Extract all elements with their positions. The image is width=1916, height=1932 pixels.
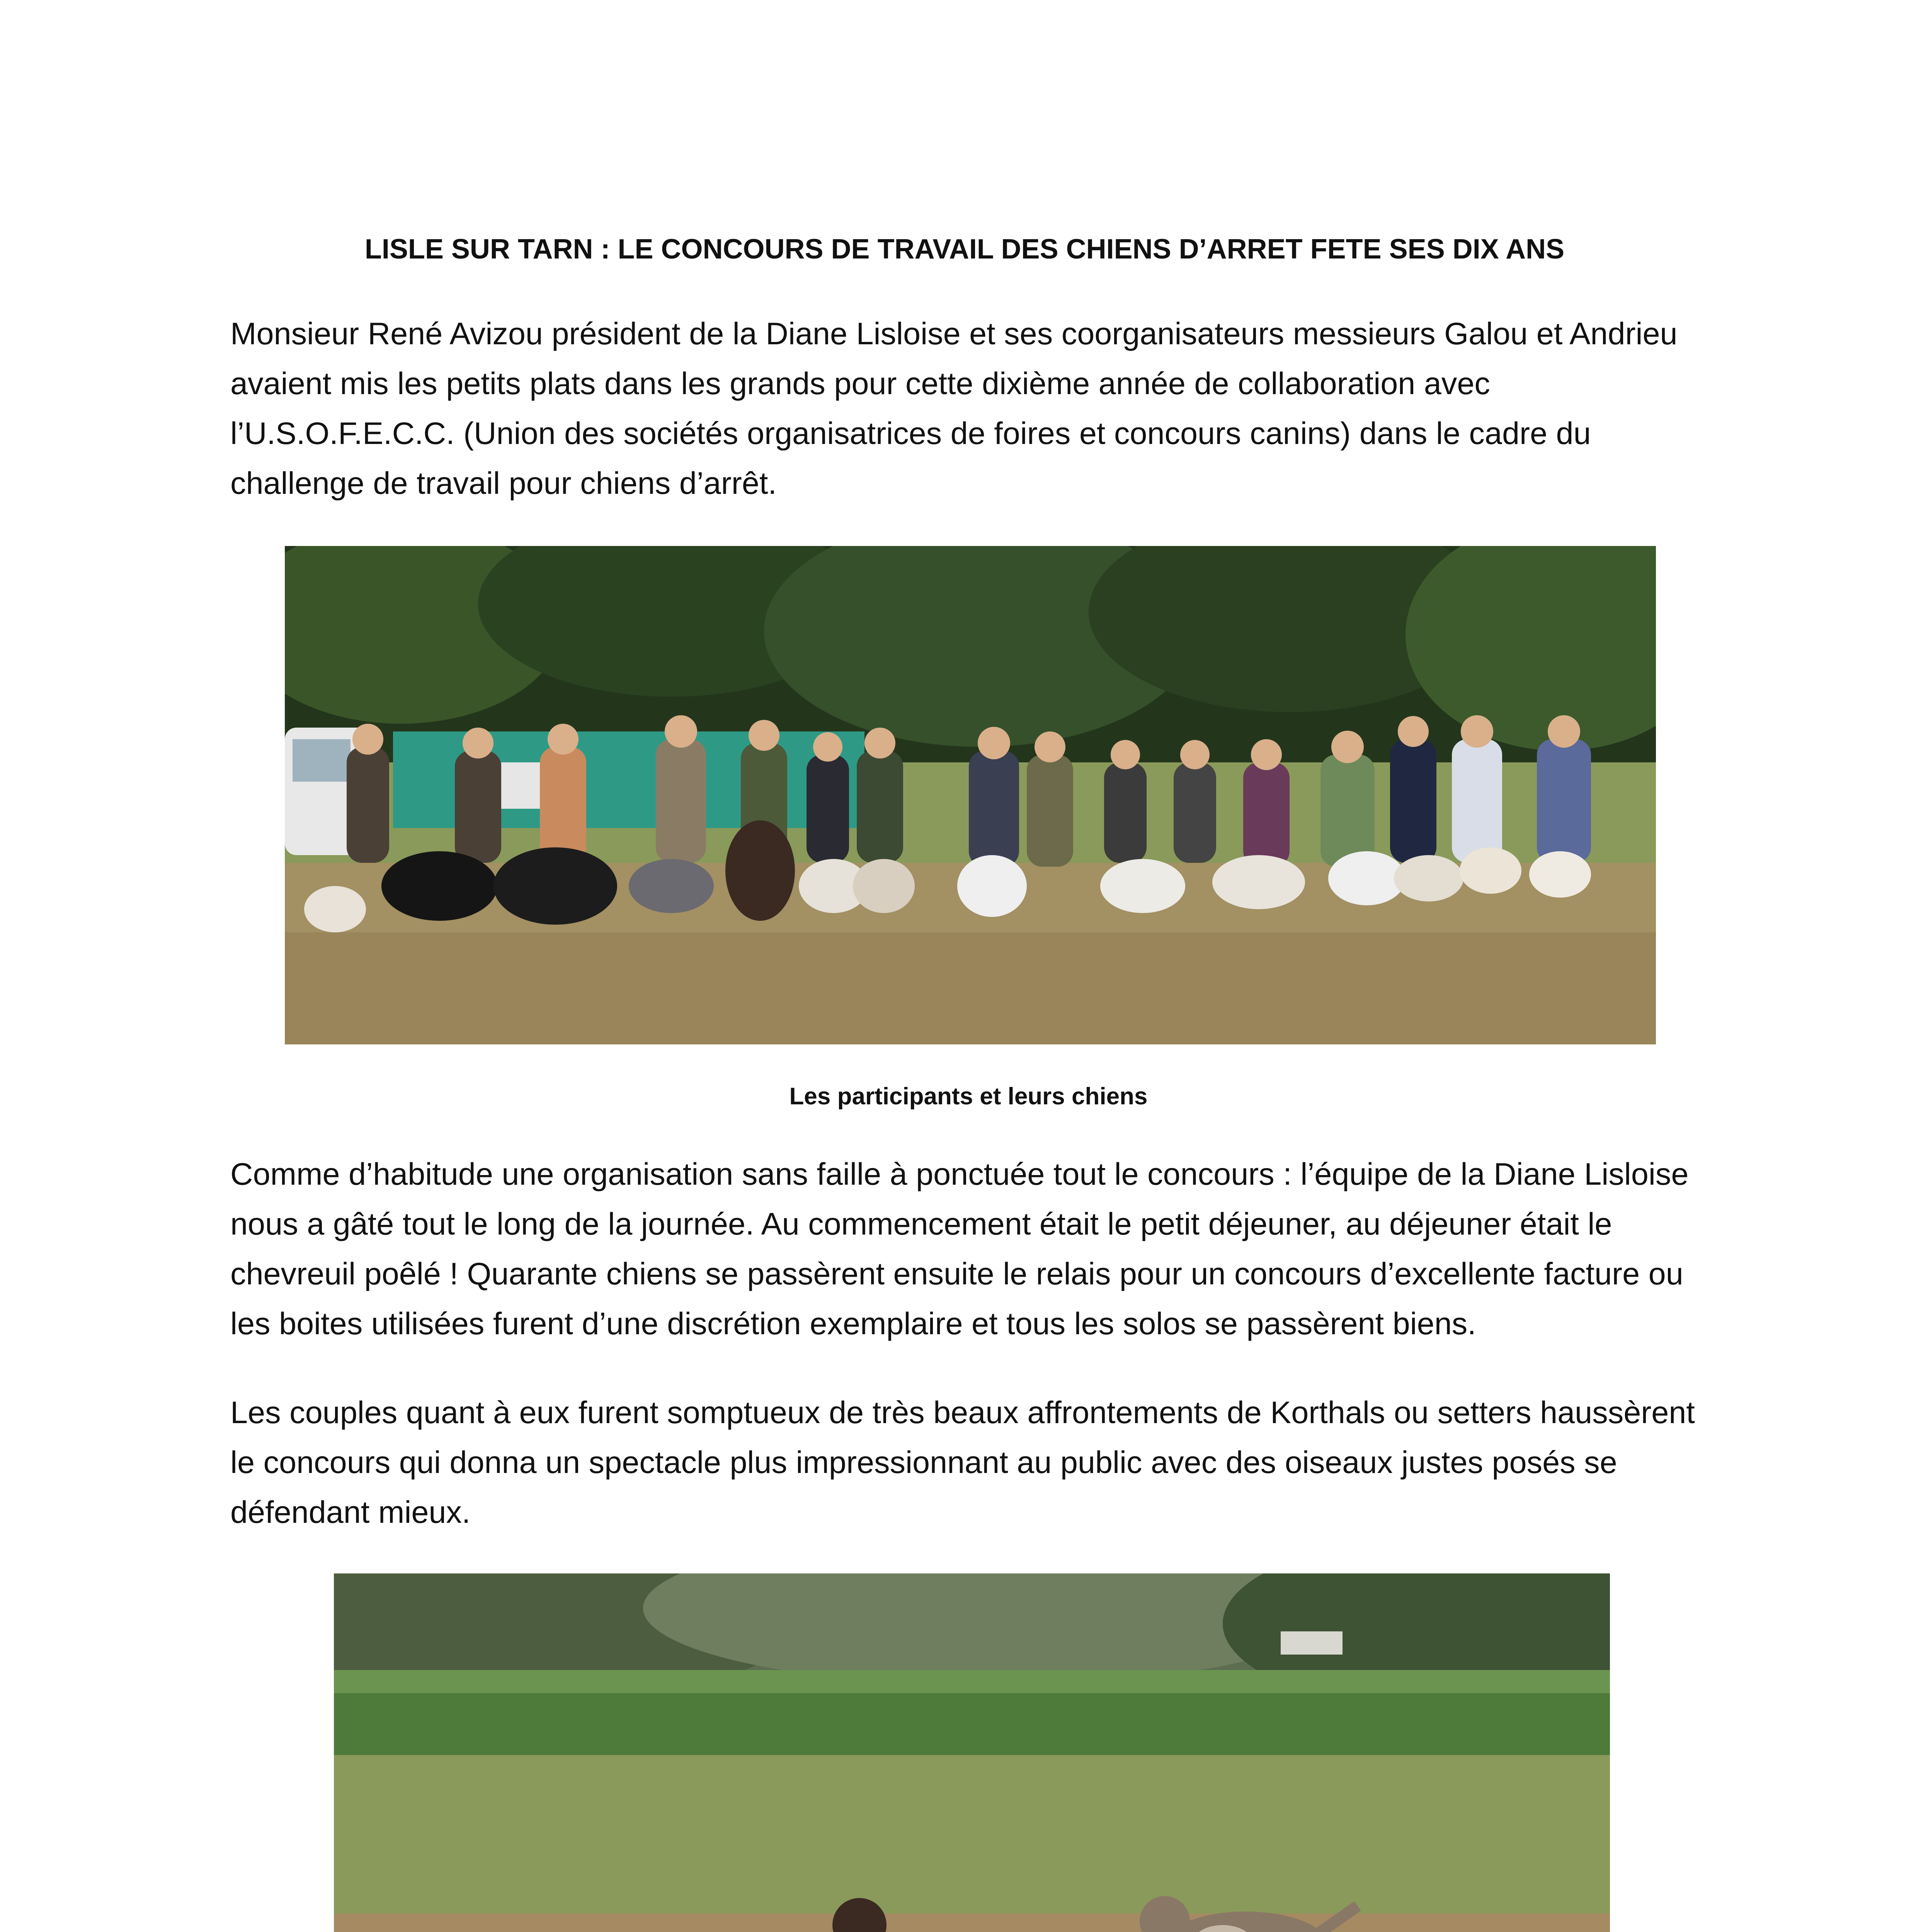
article-title: LISLE SUR TARN : LE CONCOURS DE TRAVAIL DES CHIENS D’ARRET FETE SES DIX ANS [364, 234, 1565, 265]
caption-participants: Les participants et leurs chiens [789, 1083, 1148, 1110]
photo-korthals-dogs [334, 1573, 1610, 1932]
paragraph-intro: Monsieur René Avizou président de la Diane Lisloise et ses coorganisateurs messieurs Galou et Andrieu avaient mis les petits plats dans les grands pour cette dixième année de collaboration avec l’U.S.O.F.E.C.C. (Union des sociétés organisatrices de foires et concours canins) dans le cadre du challenge de travail pour chiens d’arrêt. [230, 316, 1678, 501]
korthals-photo-image [334, 1573, 1610, 1932]
participants-photo-image [285, 546, 1656, 1044]
photo-participants [285, 546, 1656, 1044]
paragraph-couples: Les couples quant à eux furent somptueux de très beaux affrontements de Korthals ou setters haussèrent le concours qui donna un spectacle plus impressionnant au public avec des oiseaux justes posés se défendant mieux. [230, 1395, 1695, 1530]
paragraph-organisation: Comme d’habitude une organisation sans faille à ponctuée tout le concours : l’équipe de la Diane Lisloise nous a gâté tout le long de la journée. Au commencement était le petit déjeuner, au déjeuner était le chevreuil poêlé ! Quarante chiens se passèrent ensuite le relais pour un concours d’excellente facture ou les boites utilisées furent d’une discrétion exemplaire et tous les solos se passèrent biens. [230, 1157, 1689, 1341]
